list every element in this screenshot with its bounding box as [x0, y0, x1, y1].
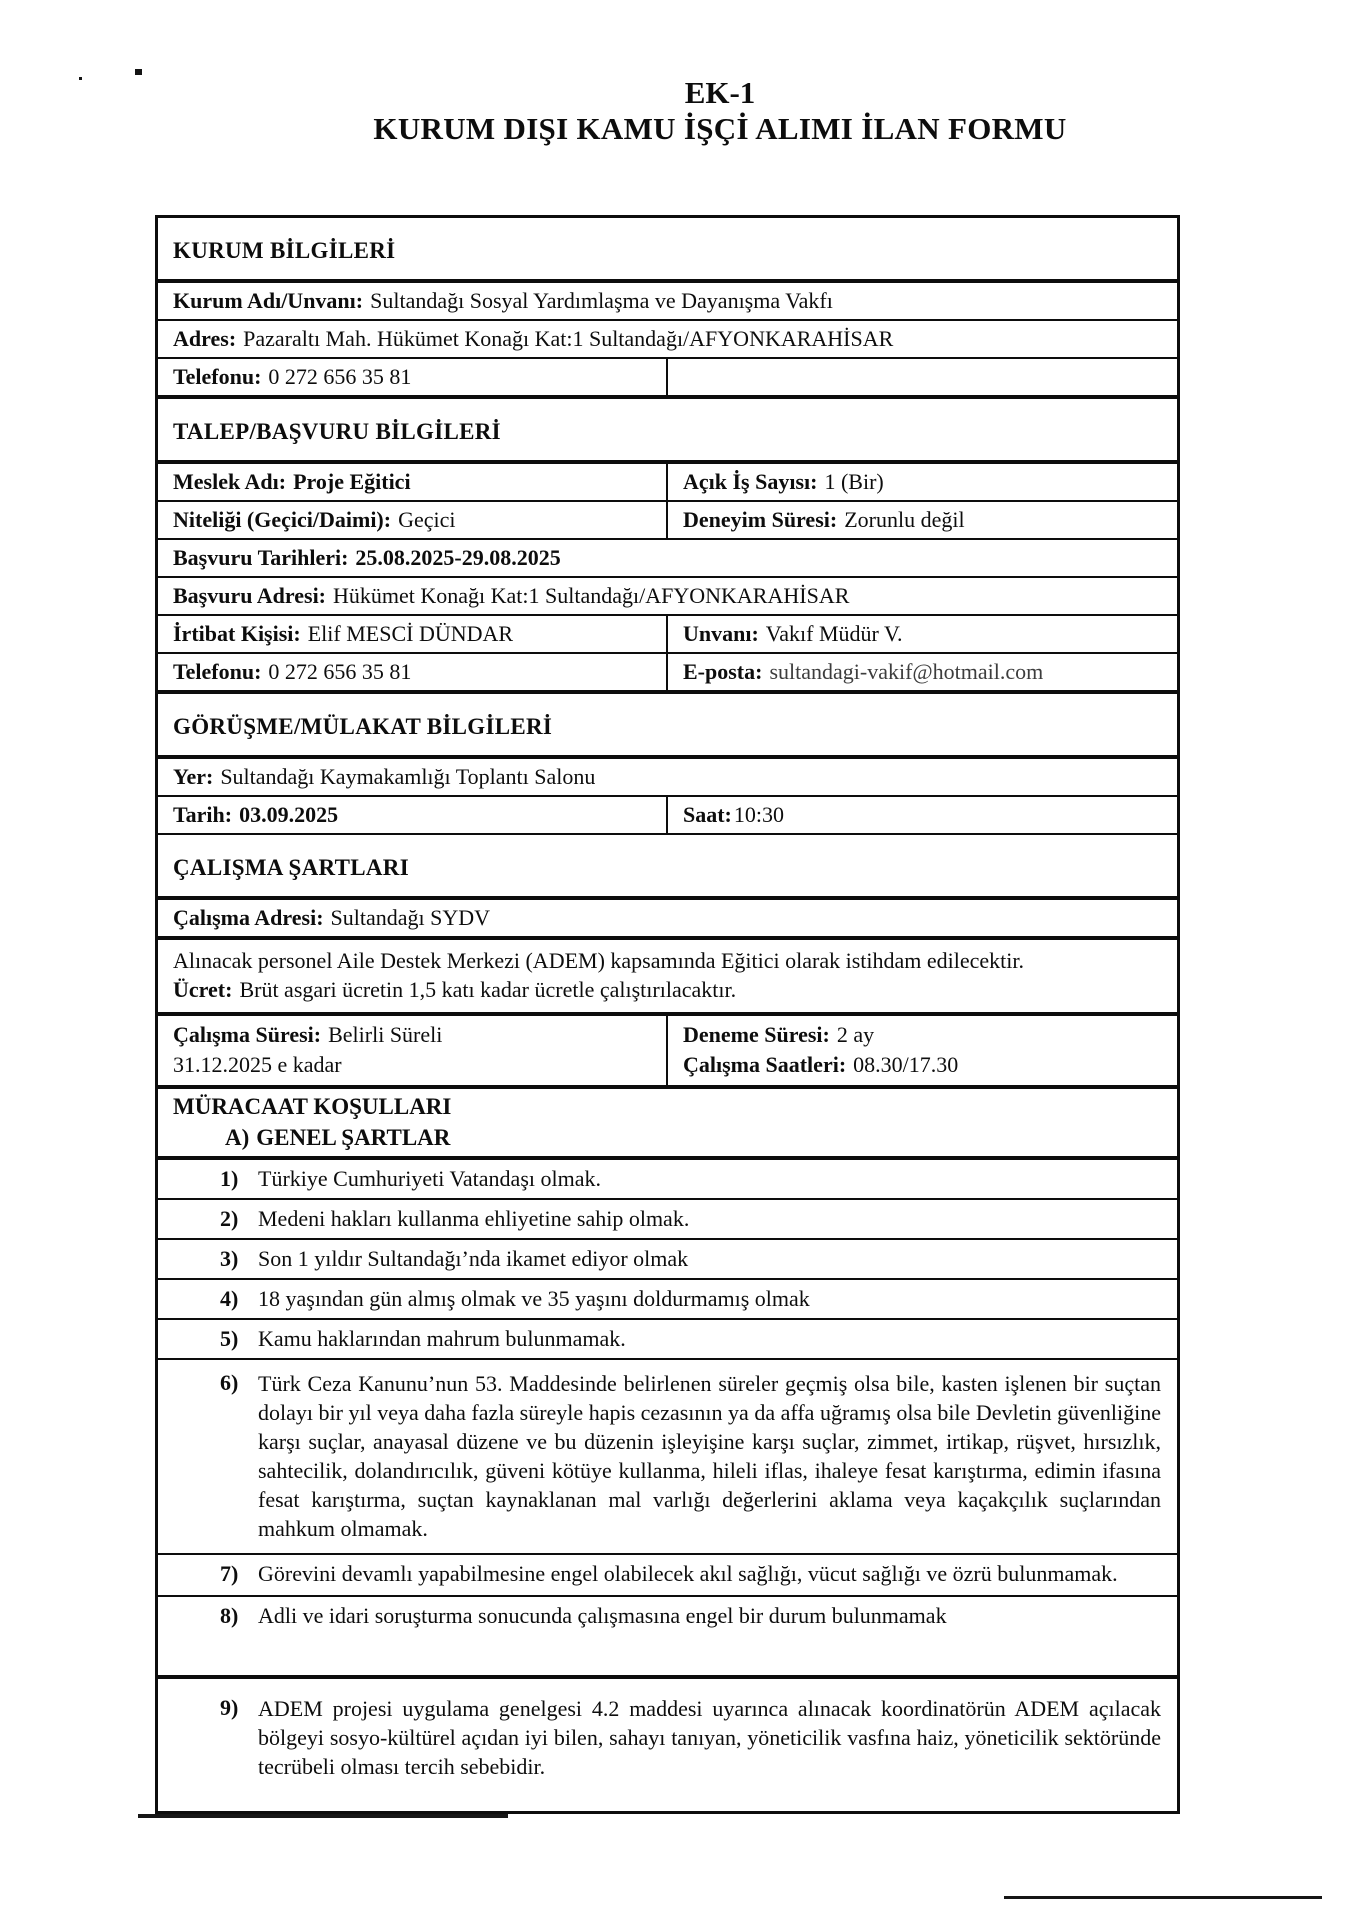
- row-calisma-adresi: [158, 896, 1177, 936]
- irtibat-kisisi-label: İrtibat Kişisi:: [173, 621, 301, 646]
- ucret-label: Ücret:: [173, 977, 233, 1002]
- page-title: KURUM DIŞI KAMU İŞÇİ ALIMI İLAN FORMU: [373, 111, 1067, 146]
- adres-value: Pazaraltı Mah. Hükümet Konağı Kat:1 Sultandağı/AFYONKARAHİSAR: [243, 326, 894, 351]
- genel-sart-item-9: [158, 1675, 1177, 1811]
- row-telefon-eposta: [158, 652, 1177, 690]
- saat-label: Saat:: [683, 802, 732, 827]
- acik-is-sayisi-cell: [666, 464, 1177, 500]
- section-header-muracaat-kosullari: [158, 1085, 1177, 1156]
- calisma-adresi-label: Çalışma Adresi:: [173, 905, 324, 930]
- tarih-cell: [158, 797, 666, 833]
- item-number: 9): [220, 1695, 239, 1720]
- row-kurum-telefon: [158, 357, 1177, 395]
- irtibat-kisisi-cell: [158, 616, 666, 652]
- item-text: ADEM projesi uygulama genelgesi 4.2 maddesi uyarınca alınacak koordinatörün ADEM açılacak bölgeyi sosyo-kültürel açıdan iyi bilen, sahayı tanıyan, yöneticilik vasfına haiz, yöneticilik sektöründe tecrübeli olması tercih sebebidir.: [258, 1696, 1161, 1779]
- yer-value: Sultandağı Kaymakamlığı Toplantı Salonu: [220, 764, 596, 789]
- deneme-suresi-line: [683, 1020, 1163, 1050]
- genel-sart-item-3: [158, 1238, 1177, 1278]
- item-text: Kamu haklarından mahrum bulunmamak.: [258, 1326, 626, 1351]
- section-header-gorusme-mulakat: [158, 690, 1177, 755]
- eposta-value: sultandagi-vakif@hotmail.com: [769, 659, 1044, 684]
- niteligi-value: Geçici: [398, 507, 456, 532]
- ucret-line: [173, 975, 1163, 1004]
- item-number: 4): [220, 1286, 239, 1311]
- row-istihdam-ucret: [158, 936, 1177, 1012]
- genel-sartlar-subheader: [173, 1124, 1163, 1151]
- annex-label: EK-1: [684, 75, 756, 110]
- meslek-adi-cell: [158, 464, 666, 500]
- genel-sart-item-7: [158, 1553, 1177, 1595]
- telefon-label: Telefonu:: [173, 659, 262, 684]
- item-number: 7): [220, 1561, 239, 1586]
- genel-sart-item-5: [158, 1318, 1177, 1358]
- meslek-adi-label: Meslek Adı:: [173, 469, 287, 494]
- kurum-telefon-value: 0 272 656 35 81: [268, 364, 412, 389]
- scan-artifact-line: [1004, 1896, 1322, 1899]
- section-title: TALEP/BAŞVURU BİLGİLERİ: [173, 419, 501, 444]
- item-text: Adli ve idari soruşturma sonucunda çalışmasına engel bir durum bulunmamak: [258, 1603, 947, 1628]
- eposta-cell: [666, 654, 1177, 690]
- row-yer: [158, 755, 1177, 795]
- deneme-suresi-value: 2 ay: [836, 1022, 875, 1047]
- item-number: 1): [220, 1166, 239, 1191]
- genel-sart-item-1: [158, 1156, 1177, 1198]
- telefon-value: 0 272 656 35 81: [268, 659, 412, 684]
- basvuru-adresi-label: Başvuru Adresi:: [173, 583, 327, 608]
- deneyim-suresi-cell: [666, 502, 1177, 538]
- calisma-suresi-value-line2: 31.12.2025 e kadar: [173, 1052, 342, 1077]
- istihdam-aciklama: Alınacak personel Aile Destek Merkezi (ADEM) kapsamında Eğitici olarak istihdam edilecektir.: [173, 948, 1025, 973]
- section-title: GÖRÜŞME/MÜLAKAT BİLGİLERİ: [173, 714, 553, 739]
- item-text: Medeni hakları kullanma ehliyetine sahip olmak.: [258, 1206, 690, 1231]
- unvani-cell: [666, 616, 1177, 652]
- ilan-form-table: [155, 215, 1180, 1814]
- deneyim-suresi-label: Deneyim Süresi:: [683, 507, 838, 532]
- genel-sartlar-label: A): [225, 1125, 250, 1150]
- item-text: 18 yaşından gün almış olmak ve 35 yaşını doldurmamış olmak: [258, 1286, 810, 1311]
- calisma-saatleri-label: Çalışma Saatleri:: [683, 1052, 847, 1077]
- calisma-suresi-line: [173, 1020, 652, 1050]
- unvani-value: Vakıf Müdür V.: [765, 621, 903, 646]
- saat-cell: [666, 797, 1177, 833]
- scan-speck: [79, 77, 82, 80]
- section-header-kurum-bilgileri: [158, 218, 1177, 279]
- item-number: 3): [220, 1246, 239, 1271]
- genel-sart-item-6: [158, 1358, 1177, 1553]
- item-number: 5): [220, 1326, 239, 1351]
- section-header-calisma-sartlari: [158, 833, 1177, 896]
- meslek-adi-value: Proje Eğitici: [293, 469, 411, 494]
- acik-is-sayisi-label: Açık İş Sayısı:: [683, 469, 818, 494]
- empty-cell: [666, 359, 1177, 395]
- row-basvuru-tarihleri: [158, 538, 1177, 576]
- telefon-cell: [158, 654, 666, 690]
- acik-is-sayisi-value: 1 (Bir): [824, 469, 884, 494]
- tarih-value: 03.09.2025: [239, 802, 339, 827]
- row-basvuru-adresi: [158, 576, 1177, 614]
- calisma-suresi-value: Belirli Süreli: [328, 1022, 443, 1047]
- genel-sart-item-4: [158, 1278, 1177, 1318]
- deneme-suresi-label: Deneme Süresi:: [683, 1022, 830, 1047]
- scan-speck: [135, 69, 142, 75]
- genel-sart-item-8: [158, 1595, 1177, 1675]
- kurum-telefon-cell: [158, 359, 666, 395]
- eposta-label: E-posta:: [683, 659, 763, 684]
- item-number: 6): [220, 1370, 239, 1395]
- item-text: Türkiye Cumhuriyeti Vatandaşı olmak.: [258, 1166, 601, 1191]
- section-title: KURUM BİLGİLERİ: [173, 238, 396, 263]
- ucret-value: Brüt asgari ücretin 1,5 katı kadar ücretle çalıştırılacaktır.: [239, 977, 737, 1002]
- row-nitelik-deneyim: [158, 500, 1177, 538]
- item-text: Türk Ceza Kanunu’nun 53. Maddesinde belirlenen süreler geçmiş olsa bile, kasten işlenen bir suçtan dolayı bir yıl veya daha fazla süreyle hapis cezasının ya da affa uğramış olsa bile Devletin güvenliğine karşı suçlar, anayasal düzene ve bu düzenin işleyişine karşı suçlar, zimmet, irtikap, rüşvet, hırsızlık, sahtecilik, dolandırıcılık, güveni kötüye kullanma, hileli iflas, ihaleye fesat karıştırma, edimin ifasına fesat karıştırma, suçtan kaynaklanan mal varlığı değerlerini aklama veya kaçakçılık suçlarından mahkum olmamak.: [258, 1371, 1161, 1541]
- calisma-saatleri-line: [683, 1050, 1163, 1080]
- deneyim-suresi-value: Zorunlu değil: [844, 507, 965, 532]
- muracaat-header: MÜRACAAT KOŞULLARI: [173, 1094, 452, 1119]
- row-sure-deneme: [158, 1012, 1177, 1085]
- kurum-telefon-label: Telefonu:: [173, 364, 262, 389]
- niteligi-cell: [158, 502, 666, 538]
- document-header: [85, 76, 1355, 146]
- irtibat-kisisi-value: Elif MESCİ DÜNDAR: [307, 621, 514, 646]
- calisma-adresi-value: Sultandağı SYDV: [330, 905, 491, 930]
- item-number: 8): [220, 1603, 239, 1628]
- basvuru-adresi-value: Hükümet Konağı Kat:1 Sultandağı/AFYONKARAHİSAR: [333, 583, 850, 608]
- calisma-saatleri-value: 08.30/17.30: [853, 1052, 959, 1077]
- saat-value: 10:30: [733, 802, 785, 827]
- item-text: Görevini devamlı yapabilmesine engel olabilecek akıl sağlığı, vücut sağlığı ve özrü bulunmamak.: [258, 1561, 1118, 1586]
- kurum-adi-label: Kurum Adı/Unvanı:: [173, 288, 364, 313]
- niteligi-label: Niteliği (Geçici/Daimi):: [173, 507, 392, 532]
- section-header-talep-basvuru: [158, 395, 1177, 460]
- section-title: ÇALIŞMA ŞARTLARI: [173, 855, 409, 880]
- kurum-adi-value: Sultandağı Sosyal Yardımlaşma ve Dayanışma Vakfı: [370, 288, 833, 313]
- deneme-saatleri-cell: [666, 1016, 1177, 1085]
- tarih-label: Tarih:: [173, 802, 233, 827]
- basvuru-tarihleri-value: 25.08.2025-29.08.2025: [355, 545, 561, 570]
- genel-sartlar-text: GENEL ŞARTLAR: [256, 1125, 451, 1150]
- row-irtibat-unvan: [158, 614, 1177, 652]
- calisma-suresi-label: Çalışma Süresi:: [173, 1022, 322, 1047]
- row-kurum-adi: [158, 279, 1177, 319]
- item-text: Son 1 yıldır Sultandağı’nda ikamet ediyor olmak: [258, 1246, 689, 1271]
- adres-label: Adres:: [173, 326, 237, 351]
- row-tarih-saat: [158, 795, 1177, 833]
- yer-label: Yer:: [173, 764, 214, 789]
- item-number: 2): [220, 1206, 239, 1231]
- row-adres: [158, 319, 1177, 357]
- unvani-label: Unvanı:: [683, 621, 759, 646]
- basvuru-tarihleri-label: Başvuru Tarihleri:: [173, 545, 349, 570]
- row-meslek-acikis: [158, 460, 1177, 500]
- genel-sart-item-2: [158, 1198, 1177, 1238]
- calisma-suresi-cell: [158, 1016, 666, 1085]
